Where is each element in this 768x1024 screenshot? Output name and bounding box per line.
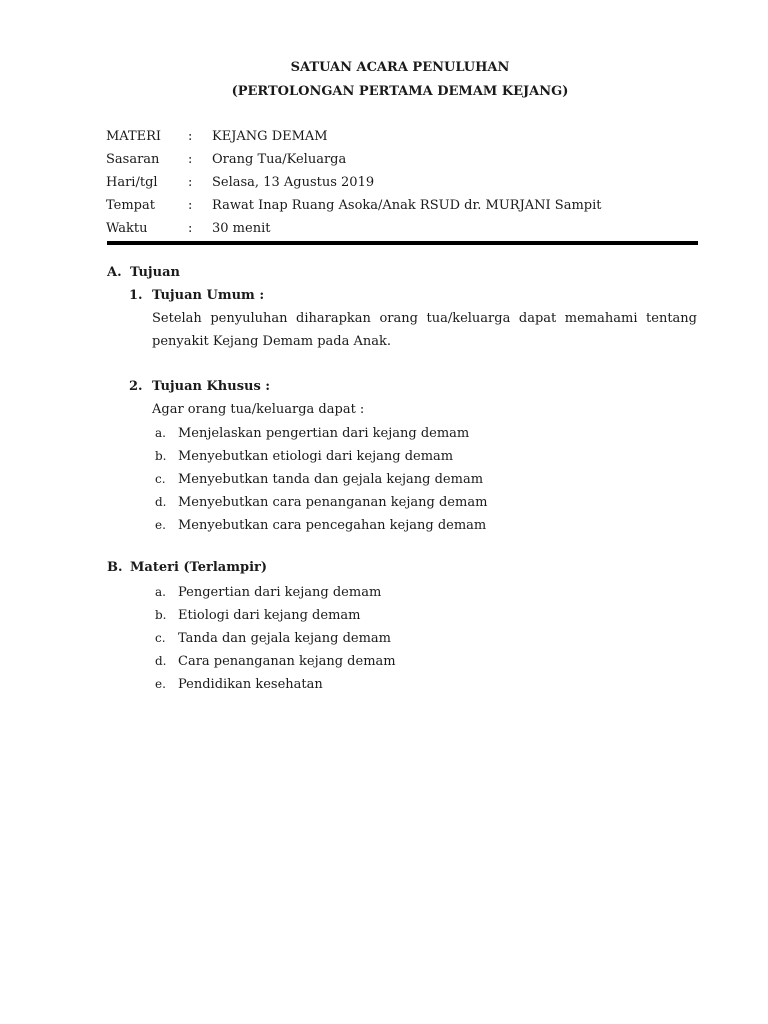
list-item (155, 516, 487, 539)
info-label: Hari/tgl (106, 175, 158, 190)
section-title: Tujuan (130, 265, 180, 280)
info-label: MATERI (106, 129, 162, 144)
info-label: Waktu (106, 221, 148, 236)
list-item (155, 583, 396, 606)
info-label: Tempat (106, 198, 155, 213)
info-row-tempat (106, 197, 706, 220)
list-marker: d. (155, 654, 167, 668)
list-item (155, 606, 396, 629)
section-letter: A. (107, 265, 122, 280)
info-value: Selasa, 13 Agustus 2019 (212, 175, 375, 190)
info-value: Rawat Inap Ruang Asoka/Anak RSUD dr. MURJANI Sampit (212, 198, 602, 213)
list-text: Menyebutkan cara penanganan kejang demam (178, 495, 488, 510)
tujuan-umum-heading (129, 288, 264, 303)
list-text: Pengertian dari kejang demam (178, 585, 382, 600)
info-row-hari-tgl (106, 174, 706, 197)
list-item (155, 652, 396, 675)
info-row-materi (106, 128, 706, 151)
list-text: Pendidikan kesehatan (178, 677, 323, 692)
list-marker: c. (155, 631, 166, 645)
info-colon: : (188, 129, 193, 144)
list-marker: c. (155, 472, 166, 486)
list-marker: e. (155, 677, 166, 691)
tujuan-khusus-list (155, 424, 487, 539)
header-divider (107, 241, 698, 245)
list-marker: a. (155, 426, 166, 440)
info-value: Orang Tua/Keluarga (212, 152, 347, 167)
list-text: Etiologi dari kejang demam (178, 608, 361, 623)
list-item (155, 424, 487, 447)
tujuan-khusus-heading (129, 379, 270, 394)
list-text: Menyebutkan cara pencegahan kejang demam (178, 518, 487, 533)
info-label: Sasaran (106, 152, 160, 167)
info-value: KEJANG DEMAM (212, 129, 328, 144)
list-text: Menyebutkan tanda dan gejala kejang demam (178, 472, 484, 487)
info-table (106, 128, 706, 243)
list-marker: d. (155, 495, 167, 509)
subsection-number: 2. (129, 379, 143, 394)
info-colon: : (188, 175, 193, 190)
list-item (155, 675, 396, 698)
section-a-heading (107, 265, 180, 280)
document-title: SATUAN ACARA PENULUHAN (290, 60, 510, 75)
list-text: Menjelaskan pengertian dari kejang demam (178, 426, 470, 441)
info-colon: : (188, 221, 193, 236)
list-marker: b. (155, 449, 167, 463)
list-item (155, 470, 487, 493)
document-subtitle: (PERTOLONGAN PERTAMA DEMAM KEJANG) (231, 84, 569, 99)
section-title: Materi (Terlampir) (130, 560, 268, 575)
info-row-waktu (106, 220, 706, 243)
info-value: 30 menit (212, 221, 271, 236)
info-colon: : (188, 198, 193, 213)
info-colon: : (188, 152, 193, 167)
subsection-title: Tujuan Khusus : (152, 379, 271, 394)
list-text: Cara penanganan kejang demam (178, 654, 396, 669)
section-b-heading (107, 560, 267, 575)
list-text: Tanda dan gejala kejang demam (178, 631, 392, 646)
subsection-number: 1. (129, 288, 143, 303)
list-item (155, 447, 487, 470)
list-text: Menyebutkan etiologi dari kejang demam (178, 449, 454, 464)
list-marker: b. (155, 608, 167, 622)
materi-list (155, 583, 396, 698)
tujuan-umum-paragraph: Setelah penyuluhan diharapkan orang tua/keluarga dapat memahami tentang penyakit Kejang Demam pada Anak. (152, 311, 697, 349)
tujuan-khusus-intro: Agar orang tua/keluarga dapat : (152, 402, 365, 417)
list-marker: a. (155, 585, 166, 599)
list-item (155, 493, 487, 516)
list-item (155, 629, 396, 652)
list-marker: e. (155, 518, 166, 532)
info-row-sasaran (106, 151, 706, 174)
section-letter: B. (107, 560, 123, 575)
subsection-title: Tujuan Umum : (152, 288, 265, 303)
